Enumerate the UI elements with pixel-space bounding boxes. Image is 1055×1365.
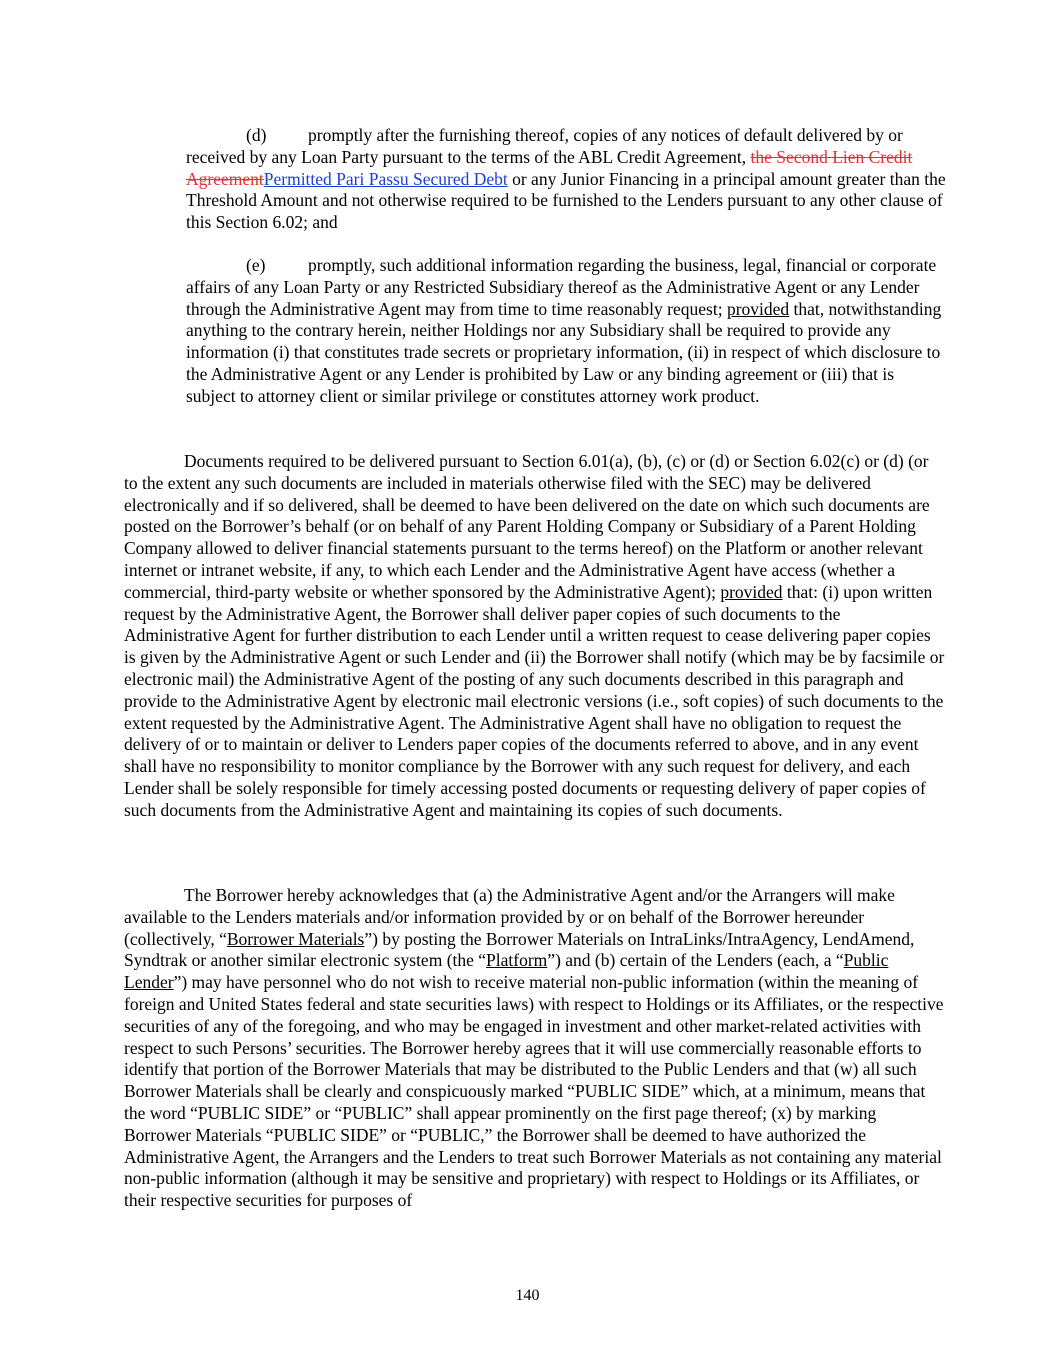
clause-d-text-cont: or any Junior Financing in a principal amount greater than the Threshold Amount and not otherwise required to be furnished to the Lenders pursuant to any other clause of this Section 6.02; and bbox=[186, 168, 946, 233]
documents-text-cont: that: (i) upon written request by the Administrative Agent, the Borrower shall deliver paper copies of such documents to the Administrative Agent for further distribution to each Lender until a written request to cease delivering paper copies is given by the Administrative Agent or such Lender and (ii) the Borrower shall notify (which may be by facsimile or electronic mail) the Administrative Agent of the posting of any such documents described in this paragraph and provide to the Administrative Agent by electronic mail electronic versions (i.e., soft copies) of such documents to the extent requested by the Administrative Agent. The Administrative Agent shall have no obligation to request the delivery of or to maintain or deliver to Lenders paper copies of the documents referred to above, and in any event shall have no responsibility to monitor compliance by the Borrower with any such request for delivery, and each Lender shall be solely responsible for timely accessing posted documents or requesting delivery of paper copies of such documents from the Administrative Agent and maintaining its copies of such documents. bbox=[124, 581, 945, 820]
clause-d-text: promptly after the furnishing thereof, copies of any notices of default delivered by or received by any Loan Party pursuant to the terms of the ABL Credit Agreement, bbox=[186, 125, 903, 167]
page-number: 140 bbox=[515, 1287, 540, 1304]
clause-e-label: (e) bbox=[246, 255, 266, 275]
borrower-text-4: ”) may have personnel who do not wish to receive material non-public information (within the meaning of foreign and United States federal and state securities laws) with respect to Holdings or its Affiliates, or the respective securities of any of the foregoing, and who may be engaged in investment and other market-related activities with respect to such Persons’ securities. The Borrower hereby agrees that it will use commercially reasonable efforts to identify that portion of the Borrower Materials that may be distributed to the Public Lenders and that (w) all such Borrower Materials shall be clearly and conspicuously marked “PUBLIC SIDE” which, at a minimum, means that the word “PUBLIC SIDE” or “PUBLIC” shall appear prominently on the first page thereof; (x) by marking Borrower Materials “PUBLIC SIDE” or “PUBLIC,” the Borrower shall be deemed to have authorized the Administrative Agent, the Arrangers and the Lenders to treat such Borrower Materials as not containing any material non-public information (although it may be sensitive and proprietary) with respect to Holdings or its Affiliates, or their respective securities for purposes of bbox=[124, 972, 944, 1211]
clause-e-text: promptly, such additional information regarding the business, legal, financial or corporate affairs of any Loan Party or any Restricted Subsidiary thereof as the Administrative Agent or any Lender through the Administrative Agent may from time to time reasonably request; bbox=[186, 255, 937, 319]
provided-term: provided bbox=[720, 581, 783, 602]
clause-d bbox=[186, 125, 946, 234]
borrower-paragraph bbox=[124, 885, 946, 1212]
borrower-text-2: ”) by posting the Borrower Materials on IntraLinks/IntraAgency, LendAmend, Syndtrak or another similar electronic system (the “ bbox=[124, 928, 915, 971]
defined-term-platform: Platform bbox=[486, 950, 548, 971]
borrower-text-3: ”) and (b) certain of the Lenders (each, a “ bbox=[547, 950, 844, 971]
defined-term-public-lender: Public Lender bbox=[124, 950, 889, 993]
borrower-text: The Borrower hereby acknowledges that (a) the Administrative Agent and/or the Arrangers will make available to the Lenders materials and/or information provided by or on behalf of the Borrower hereunder (collectively, “ bbox=[124, 885, 895, 949]
inserted-link[interactable]: Permitted Pari Passu Secured Debt bbox=[263, 168, 508, 189]
clause-e bbox=[186, 255, 946, 408]
deleted-text: the Second Lien Credit Agreement bbox=[186, 146, 913, 189]
provided-term: provided bbox=[726, 298, 790, 319]
documents-paragraph bbox=[124, 451, 946, 822]
clause-e-text-cont: that, notwithstanding anything to the contrary herein, neither Holdings nor any Subsidiary shall be required to provide any information (i) that constitutes trade secrets or proprietary information, (ii) in respect of which disclosure to the Administrative Agent or any Lender is prohibited by Law or any binding agreement or (iii) that is subject to attorney client or similar privilege or constitutes attorney work product. bbox=[186, 298, 942, 406]
defined-term-borrower-materials: Borrower Materials bbox=[226, 928, 365, 949]
documents-text: Documents required to be delivered pursuant to Section 6.01(a), (b), (c) or (d) or Section 6.02(c) or (d) (or to the extent any such documents are included in materials otherwise filed with the SEC) may be delivered electronically and if so delivered, shall be deemed to have been delivered on the date on which such documents are posted on the Borrower’s behalf (or on behalf of any Parent Holding Company or Subsidiary of a Parent Holding Company allowed to deliver financial statements pursuant to the terms hereof) on the Platform or another relevant internet or intranet website, if any, to which each Lender and the Administrative Agent have access (whether a commercial, third-party website or whether sponsored by the Administrative Agent); bbox=[124, 451, 930, 602]
clause-d-label: (d) bbox=[246, 125, 267, 145]
